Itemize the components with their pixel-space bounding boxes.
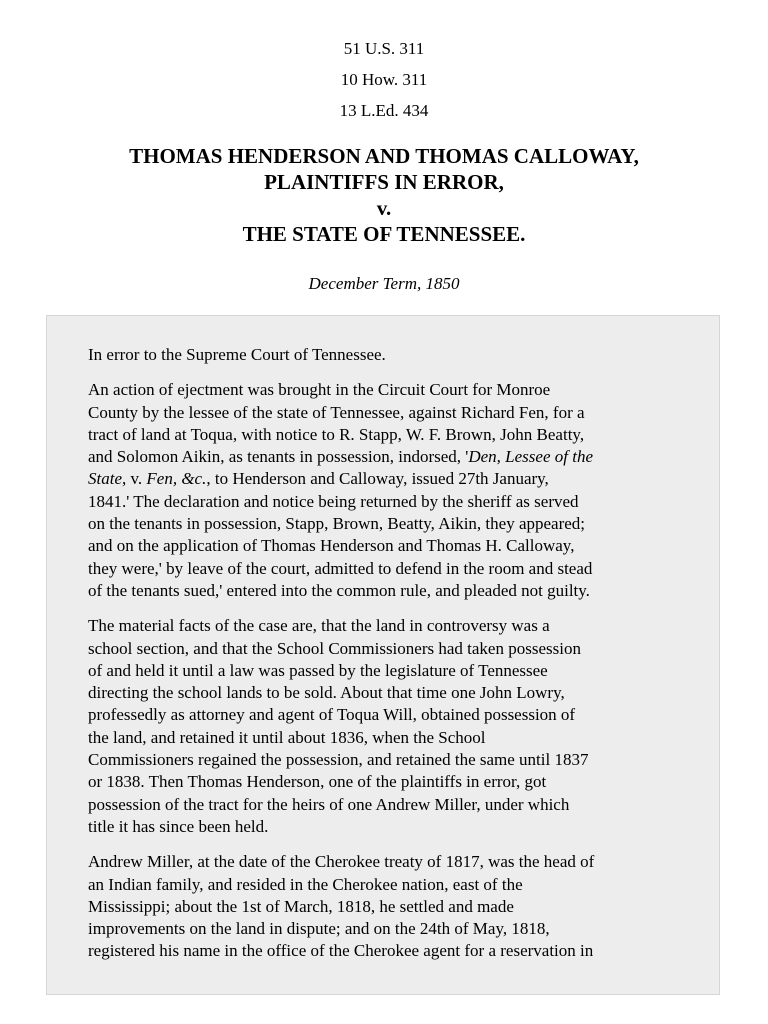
text-line: Andrew Miller, at the date of the Cherokee treaty of 1817, was the head of bbox=[88, 852, 595, 872]
syllabus-text bbox=[88, 344, 688, 976]
paragraph bbox=[88, 379, 688, 602]
text-line: Commissioners regained the possession, and retained the same until 1837 bbox=[88, 750, 589, 770]
paragraph bbox=[88, 851, 688, 962]
italic-case-name: Den, Lessee of the bbox=[468, 447, 593, 467]
term-date: December Term, 1850 bbox=[308, 274, 460, 293]
text-line: or 1838. Then Thomas Henderson, one of the plaintiffs in error, got bbox=[88, 772, 547, 792]
paragraph bbox=[88, 615, 688, 838]
text-segment: , v. bbox=[122, 469, 147, 489]
text-line: directing the school lands to be sold. About that time one John Lowry, bbox=[88, 683, 565, 703]
text-line: registered his name in the office of the Cherokee agent for a reservation in bbox=[88, 941, 594, 961]
text-line: possession of the tract for the heirs of one Andrew Miller, under which bbox=[88, 794, 570, 814]
text-line: of the tenants sued,' entered into the common rule, and pleaded not guilty. bbox=[88, 580, 590, 600]
citation-led: 13 L.Ed. 434 bbox=[339, 101, 429, 120]
text-line: An action of ejectment was brought in the Circuit Court for Monroe bbox=[88, 380, 551, 400]
citation-how: 10 How. 311 bbox=[340, 70, 428, 89]
text-line: and on the application of Thomas Henderson and Thomas H. Calloway, bbox=[88, 536, 575, 556]
case-title-line: THE STATE OF TENNESSEE. bbox=[242, 222, 526, 246]
italic-case-name: Fen, &c. bbox=[146, 469, 207, 489]
text-line: In error to the Supreme Court of Tennessee. bbox=[88, 345, 386, 364]
text-line: the land, and retained it until about 1836, when the School bbox=[88, 727, 486, 747]
text-line: an Indian family, and resided in the Cherokee nation, east of the bbox=[88, 874, 523, 894]
text-line: tract of land at Toqua, with notice to R. Stapp, W. F. Brown, John Beatty, bbox=[88, 424, 585, 444]
case-title-line: THOMAS HENDERSON AND THOMAS CALLOWAY, bbox=[129, 144, 639, 168]
text-line bbox=[88, 446, 688, 468]
italic-case-name: State bbox=[88, 469, 122, 489]
text-line: 1841.' The declaration and notice being returned by the sheriff as served bbox=[88, 491, 579, 511]
case-title-line: v. bbox=[376, 196, 392, 220]
text-line: school section, and that the School Commissioners had taken possession bbox=[88, 638, 581, 658]
text-segment: , to Henderson and Calloway, issued 27th January, bbox=[206, 469, 549, 489]
text-line: on the tenants in possession, Stapp, Brown, Beatty, Aikin, they appeared; bbox=[88, 514, 586, 534]
text-line bbox=[88, 468, 688, 490]
text-line: professedly as attorney and agent of Toqua Will, obtained possession of bbox=[88, 705, 576, 725]
case-title bbox=[0, 143, 768, 247]
citations bbox=[0, 33, 768, 126]
text-segment: and Solomon Aikin, as tenants in possession, indorsed, ' bbox=[88, 447, 469, 467]
text-line: Mississippi; about the 1st of March, 1818, he settled and made bbox=[88, 896, 514, 916]
text-line: The material facts of the case are, that the land in controversy was a bbox=[88, 616, 550, 636]
text-line: title it has since been held. bbox=[88, 816, 269, 836]
text-line: of and held it until a law was passed by the legislature of Tennessee bbox=[88, 660, 548, 680]
text-line: they were,' by leave of the court, admitted to defend in the room and stead bbox=[88, 558, 593, 578]
citation-us: 51 U.S. 311 bbox=[343, 39, 425, 58]
syllabus-box bbox=[46, 315, 720, 995]
case-title-line: PLAINTIFFS IN ERROR, bbox=[264, 170, 504, 194]
text-line: County by the lessee of the state of Tennessee, against Richard Fen, for a bbox=[88, 402, 585, 422]
paragraph bbox=[88, 344, 688, 366]
text-line: improvements on the land in dispute; and on the 24th of May, 1818, bbox=[88, 919, 550, 939]
